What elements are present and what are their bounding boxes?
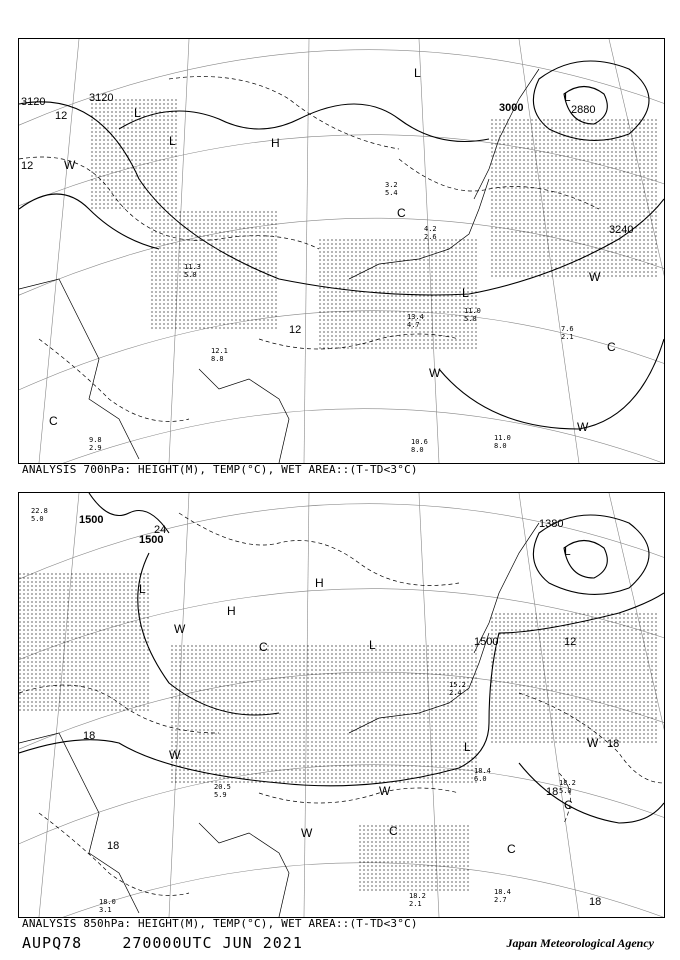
station-temp: 11.0 (464, 307, 481, 315)
height-label: 2880 (571, 104, 596, 116)
pressure-system-symbol: C (397, 206, 406, 220)
pressure-system-symbol: W (429, 366, 441, 380)
height-label: 3000 (499, 102, 524, 114)
pressure-system-symbol: C (49, 414, 58, 428)
station-dewpoint-depression: 8.0 (494, 442, 507, 450)
height-label: 1500 (79, 514, 104, 526)
station-dewpoint-depression: 5.0 (31, 515, 44, 523)
station-temp: 18.4 (474, 767, 491, 775)
station-dewpoint-depression: 5.0 (184, 271, 197, 279)
agency-credit: Japan Meteorological Agency (506, 936, 654, 950)
station-temp: 12.1 (211, 347, 228, 355)
height-label: 3120 (89, 92, 114, 104)
pressure-system-symbol: C (389, 824, 398, 838)
pressure-system-symbol: W (169, 748, 181, 762)
station-temp: 11.3 (184, 263, 201, 271)
station-dewpoint-depression: 5.4 (385, 189, 398, 197)
station-temp: 3.2 (385, 181, 398, 189)
pressure-system-symbol: C (507, 842, 516, 856)
station-temp: 4.2 (424, 225, 437, 233)
pressure-system-symbol: W (379, 784, 391, 798)
station-dewpoint-depression: 8.0 (411, 446, 424, 454)
height-label: 3240 (609, 224, 634, 236)
pressure-system-symbol: W (577, 420, 589, 434)
pressure-system-symbol: L (414, 66, 421, 80)
station-temp: 13.4 (407, 313, 424, 321)
pressure-system-symbol: L (464, 740, 471, 754)
pressure-system-symbol: H (227, 604, 236, 618)
map-panel-700hpa (18, 38, 665, 464)
station-temp: 18.4 (494, 888, 511, 896)
temp-label: 18 (607, 738, 620, 750)
pressure-system-symbol: C (607, 340, 616, 354)
chart-id-and-time (22, 934, 303, 952)
height-label: 1380 (539, 518, 564, 530)
pressure-system-symbol: H (315, 576, 324, 590)
station-dewpoint-depression: 5.0 (464, 315, 477, 323)
station-dewpoint-depression: 2.6 (424, 233, 437, 241)
temp-label: 18 (107, 840, 120, 852)
pressure-system-symbol: C (259, 640, 268, 654)
temp-label: 12 (55, 110, 68, 122)
pressure-system-symbol: W (174, 622, 186, 636)
map-850hpa-canvas (19, 493, 664, 917)
station-dewpoint-depression: 8.8 (211, 355, 224, 363)
chart-code: AUPQ78 (22, 934, 83, 952)
temp-label: 18 (589, 896, 602, 908)
station-dewpoint-depression: 4.7 (407, 321, 420, 329)
pressure-system-symbol: L (462, 286, 469, 300)
temp-label: 18 (83, 730, 96, 742)
height-label: 1500 (474, 636, 499, 648)
panel-caption-700hpa: ANALYSIS 700hPa: HEIGHT(M), TEMP(°C), WET AREA::(T-TD<3°C) (22, 463, 418, 476)
pressure-system-symbol: W (301, 826, 313, 840)
station-dewpoint-depression: 2.7 (494, 896, 507, 904)
station-temp: 18.0 (99, 898, 116, 906)
station-temp: 20.5 (214, 783, 231, 791)
pressure-system-symbol: W (589, 270, 601, 284)
station-temp: 10.6 (411, 438, 428, 446)
pressure-system-symbol: L (369, 638, 376, 652)
station-dewpoint-depression: 3.1 (99, 906, 112, 914)
height-label: 3120 (21, 96, 46, 108)
height-label: 1500 (139, 534, 164, 546)
station-dewpoint-depression: 2.1 (409, 900, 422, 908)
valid-time: 270000UTC JUN 2021 (122, 934, 303, 952)
temp-label: 24 (154, 524, 167, 536)
pressure-system-symbol: C (564, 798, 573, 812)
station-temp: 15.2 (449, 681, 466, 689)
station-dewpoint-depression: 5.9 (214, 791, 227, 799)
map-panel-850hpa (18, 492, 665, 918)
station-dewpoint-depression: 2.9 (89, 444, 102, 452)
panel-caption-850hpa: ANALYSIS 850hPa: HEIGHT(M), TEMP(°C), WET AREA::(T-TD<3°C) (22, 917, 418, 930)
station-dewpoint-depression: 2.4 (449, 689, 462, 697)
station-temp: 11.0 (494, 434, 511, 442)
temp-label: 12 (564, 636, 577, 648)
station-dewpoint-depression: 5.0 (559, 787, 572, 795)
pressure-system-symbol: L (169, 134, 176, 148)
station-dewpoint-depression: 2.1 (561, 333, 574, 341)
station-temp: 7.6 (561, 325, 574, 333)
pressure-system-symbol: W (587, 736, 599, 750)
station-dewpoint-depression: 6.0 (474, 775, 487, 783)
station-temp: 18.2 (559, 779, 576, 787)
station-temp: 9.8 (89, 436, 102, 444)
temp-label: 12 (289, 324, 302, 336)
station-temp: 22.8 (31, 507, 48, 515)
pressure-system-symbol: L (134, 106, 141, 120)
temp-label: 18 (546, 786, 559, 798)
station-temp: 18.2 (409, 892, 426, 900)
pressure-system-symbol: L (139, 582, 146, 596)
temp-label: 12 (21, 160, 34, 172)
map-700hpa-canvas (19, 39, 664, 463)
pressure-system-symbol: W (64, 158, 76, 172)
pressure-system-symbol: H (271, 136, 280, 150)
pressure-system-symbol: L (564, 90, 571, 104)
pressure-system-symbol: L (564, 544, 571, 558)
